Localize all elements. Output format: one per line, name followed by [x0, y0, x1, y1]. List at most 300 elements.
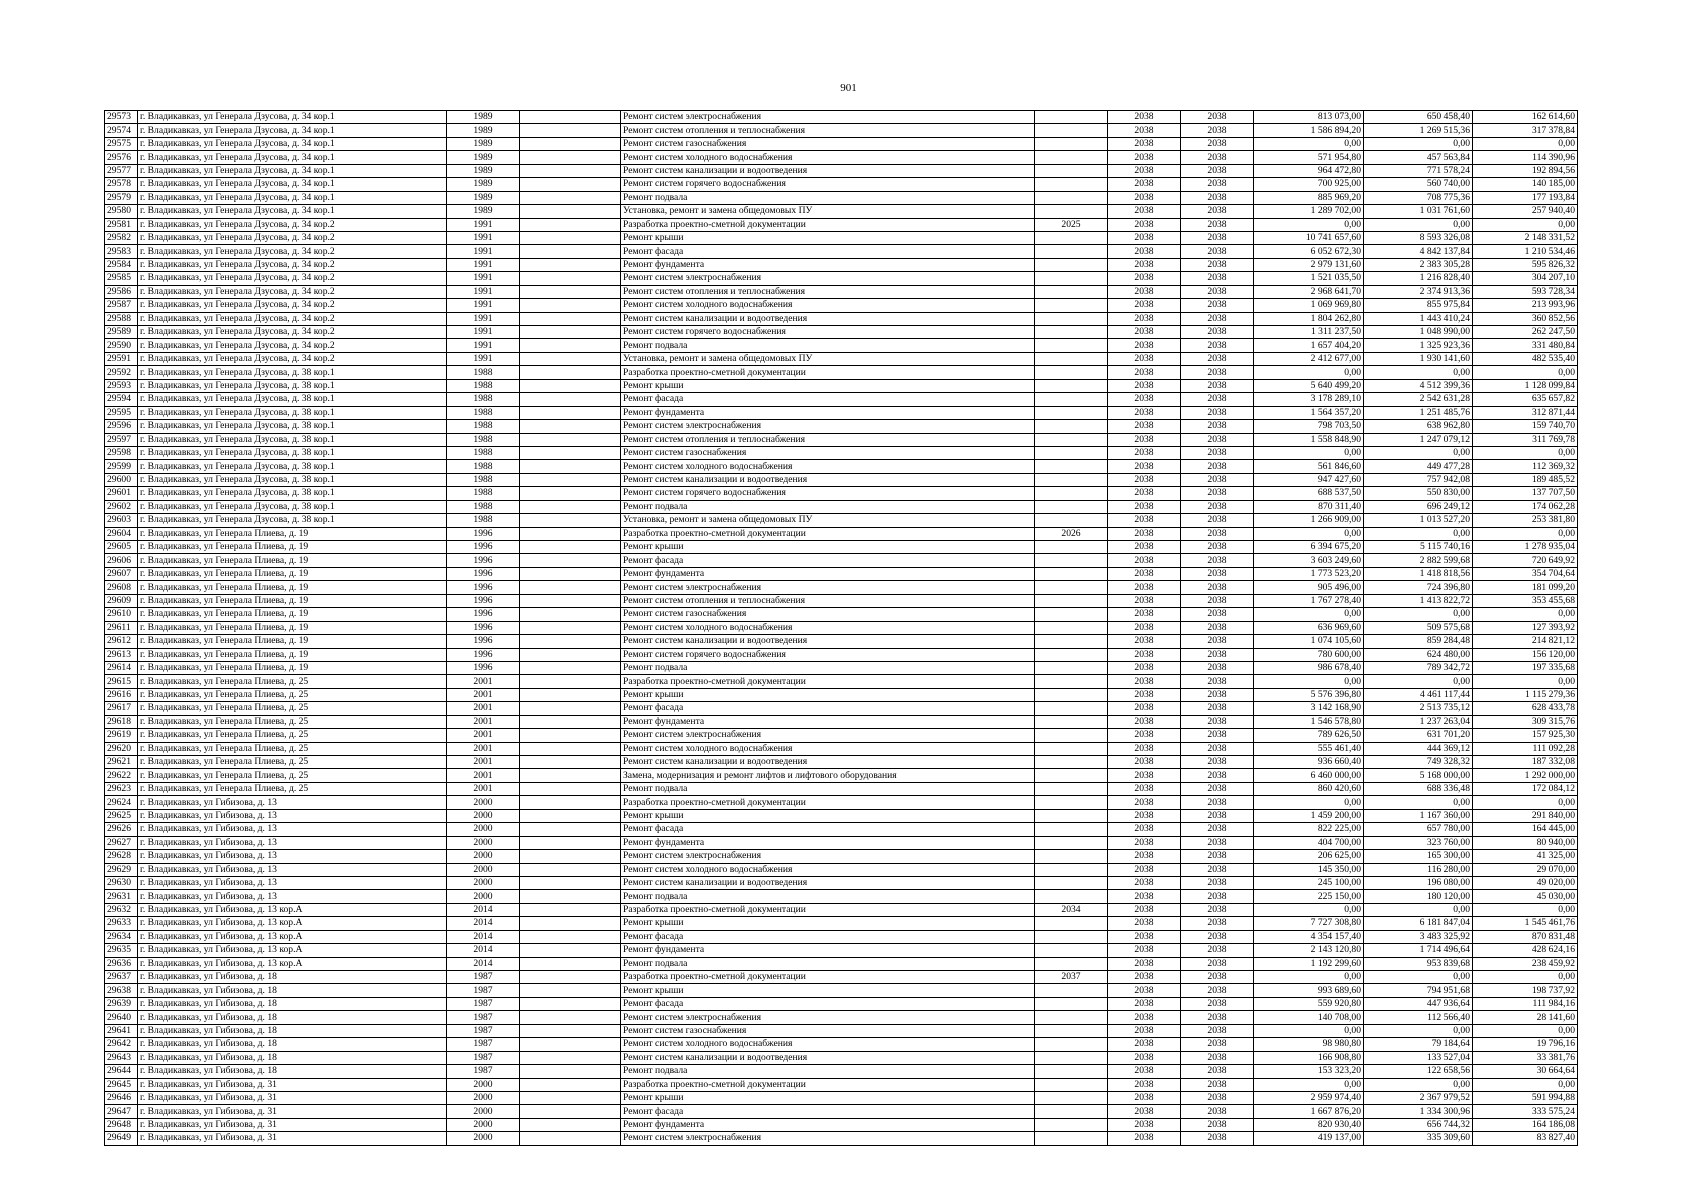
plan-year-cell — [1035, 594, 1108, 607]
row-number: 29640 — [105, 1011, 138, 1024]
table-row — [105, 326, 1578, 339]
fund-cost-cell: 165 300,00 — [1364, 850, 1473, 863]
total-cost-cell: 559 920,80 — [1254, 997, 1364, 1010]
plan-year-cell — [1035, 661, 1108, 674]
year-start-cell: 2038 — [1108, 446, 1181, 459]
build-year-cell: 1988 — [447, 433, 520, 446]
fund-cost-cell: 4 461 117,44 — [1364, 688, 1473, 701]
fund-cost-cell: 180 120,00 — [1364, 890, 1473, 903]
year-end-cell: 2038 — [1181, 1024, 1254, 1037]
plan-year-cell — [1035, 1065, 1108, 1078]
year-end-cell: 2038 — [1181, 1105, 1254, 1118]
year-start-cell: 2038 — [1108, 742, 1181, 755]
fund-cost-cell: 2 513 735,12 — [1364, 702, 1473, 715]
total-cost-cell: 1 459 200,00 — [1254, 809, 1364, 822]
address-cell: г. Владикавказ, ул Генерала Дзусова, д. 34 кор.2 — [138, 245, 447, 258]
build-year-cell: 1987 — [447, 1024, 520, 1037]
total-cost-cell: 2 143 120,80 — [1254, 944, 1364, 957]
registry-rows — [105, 111, 1578, 1146]
table-row — [105, 688, 1578, 701]
fund-cost-cell: 0,00 — [1364, 527, 1473, 540]
work-type-cell: Ремонт фасада — [621, 1105, 1035, 1118]
total-cost-cell: 905 496,00 — [1254, 581, 1364, 594]
year-end-cell: 2038 — [1181, 688, 1254, 701]
year-end-cell: 2038 — [1181, 1038, 1254, 1051]
year-start-cell: 2038 — [1108, 567, 1181, 580]
plan-year-cell: 2026 — [1035, 527, 1108, 540]
table-row — [105, 514, 1578, 527]
fund-cost-cell: 757 942,08 — [1364, 473, 1473, 486]
plan-year-cell — [1035, 312, 1108, 325]
row-number: 29600 — [105, 473, 138, 486]
work-type-cell: Ремонт систем электроснабжения — [621, 420, 1035, 433]
table-row — [105, 957, 1578, 970]
plan-year-cell — [1035, 272, 1108, 285]
work-type-cell: Установка, ремонт и замена общедомовых ПУ — [621, 352, 1035, 365]
build-year-cell: 1987 — [447, 1011, 520, 1024]
owner-cost-cell: 1 278 935,04 — [1473, 541, 1578, 554]
year-end-cell: 2038 — [1181, 406, 1254, 419]
owner-cost-cell: 45 030,00 — [1473, 890, 1578, 903]
owner-cost-cell: 214 821,12 — [1473, 635, 1578, 648]
work-type-cell: Разработка проектно-сметной документации — [621, 796, 1035, 809]
address-cell: г. Владикавказ, ул Генерала Дзусова, д. 38 кор.1 — [138, 406, 447, 419]
year-end-cell: 2038 — [1181, 487, 1254, 500]
table-row — [105, 836, 1578, 849]
owner-cost-cell: 33 381,76 — [1473, 1051, 1578, 1064]
work-type-cell: Ремонт систем холодного водоснабжения — [621, 299, 1035, 312]
blank-cell — [520, 836, 621, 849]
fund-cost-cell: 953 839,68 — [1364, 957, 1473, 970]
fund-cost-cell: 509 575,68 — [1364, 621, 1473, 634]
fund-cost-cell: 2 367 979,52 — [1364, 1091, 1473, 1104]
address-cell: г. Владикавказ, ул Генерала Плиева, д. 25 — [138, 742, 447, 755]
row-number: 29623 — [105, 782, 138, 795]
work-type-cell: Разработка проектно-сметной документации — [621, 675, 1035, 688]
row-number: 29620 — [105, 742, 138, 755]
blank-cell — [520, 567, 621, 580]
blank-cell — [520, 527, 621, 540]
row-number: 29592 — [105, 366, 138, 379]
owner-cost-cell: 2 148 331,52 — [1473, 231, 1578, 244]
total-cost-cell: 798 703,50 — [1254, 420, 1364, 433]
table-row — [105, 366, 1578, 379]
year-start-cell: 2038 — [1108, 312, 1181, 325]
address-cell: г. Владикавказ, ул Гибизова, д. 18 — [138, 984, 447, 997]
build-year-cell: 1996 — [447, 527, 520, 540]
year-start-cell: 2038 — [1108, 111, 1181, 124]
address-cell: г. Владикавказ, ул Генерала Дзусова, д. 34 кор.2 — [138, 258, 447, 271]
blank-cell — [520, 1011, 621, 1024]
build-year-cell: 1987 — [447, 1038, 520, 1051]
plan-year-cell — [1035, 339, 1108, 352]
plan-year-cell — [1035, 997, 1108, 1010]
build-year-cell: 2001 — [447, 688, 520, 701]
build-year-cell: 1989 — [447, 111, 520, 124]
row-number: 29589 — [105, 326, 138, 339]
plan-year-cell: 2037 — [1035, 971, 1108, 984]
owner-cost-cell: 1 292 000,00 — [1473, 769, 1578, 782]
year-start-cell: 2038 — [1108, 339, 1181, 352]
plan-year-cell — [1035, 756, 1108, 769]
year-start-cell: 2038 — [1108, 245, 1181, 258]
build-year-cell: 1988 — [447, 460, 520, 473]
build-year-cell: 1988 — [447, 406, 520, 419]
row-number: 29599 — [105, 460, 138, 473]
work-type-cell: Разработка проектно-сметной документации — [621, 971, 1035, 984]
owner-cost-cell: 720 649,92 — [1473, 554, 1578, 567]
address-cell: г. Владикавказ, ул Генерала Дзусова, д. 34 кор.2 — [138, 312, 447, 325]
fund-cost-cell: 4 842 137,84 — [1364, 245, 1473, 258]
total-cost-cell: 6 460 000,00 — [1254, 769, 1364, 782]
plan-year-cell — [1035, 782, 1108, 795]
plan-year-cell — [1035, 473, 1108, 486]
fund-cost-cell: 133 527,04 — [1364, 1051, 1473, 1064]
plan-year-cell — [1035, 500, 1108, 513]
fund-cost-cell: 1 325 923,36 — [1364, 339, 1473, 352]
plan-year-cell — [1035, 393, 1108, 406]
year-start-cell: 2038 — [1108, 272, 1181, 285]
blank-cell — [520, 903, 621, 916]
blank-cell — [520, 245, 621, 258]
fund-cost-cell: 1 247 079,12 — [1364, 433, 1473, 446]
row-number: 29610 — [105, 608, 138, 621]
blank-cell — [520, 608, 621, 621]
row-number: 29621 — [105, 756, 138, 769]
year-start-cell: 2038 — [1108, 1105, 1181, 1118]
build-year-cell: 1996 — [447, 541, 520, 554]
plan-year-cell — [1035, 957, 1108, 970]
fund-cost-cell: 2 374 913,36 — [1364, 285, 1473, 298]
fund-cost-cell: 4 512 399,36 — [1364, 379, 1473, 392]
table-row — [105, 164, 1578, 177]
work-type-cell: Ремонт систем канализации и водоотведения — [621, 312, 1035, 325]
total-cost-cell: 822 225,00 — [1254, 823, 1364, 836]
total-cost-cell: 1 804 262,80 — [1254, 312, 1364, 325]
plan-year-cell — [1035, 446, 1108, 459]
year-end-cell: 2038 — [1181, 796, 1254, 809]
year-end-cell: 2038 — [1181, 285, 1254, 298]
row-number: 29632 — [105, 903, 138, 916]
build-year-cell: 1989 — [447, 151, 520, 164]
row-number: 29624 — [105, 796, 138, 809]
plan-year-cell — [1035, 379, 1108, 392]
owner-cost-cell: 19 796,16 — [1473, 1038, 1578, 1051]
fund-cost-cell: 657 780,00 — [1364, 823, 1473, 836]
year-end-cell: 2038 — [1181, 876, 1254, 889]
work-type-cell: Ремонт систем газоснабжения — [621, 1024, 1035, 1037]
table-row — [105, 702, 1578, 715]
year-start-cell: 2038 — [1108, 903, 1181, 916]
total-cost-cell: 780 600,00 — [1254, 648, 1364, 661]
build-year-cell: 2014 — [447, 957, 520, 970]
year-end-cell: 2038 — [1181, 352, 1254, 365]
table-row — [105, 648, 1578, 661]
table-row — [105, 850, 1578, 863]
total-cost-cell: 1 074 105,60 — [1254, 635, 1364, 648]
table-row — [105, 1011, 1578, 1024]
build-year-cell: 1996 — [447, 594, 520, 607]
fund-cost-cell: 1 237 263,04 — [1364, 715, 1473, 728]
address-cell: г. Владикавказ, ул Генерала Дзусова, д. 34 кор.2 — [138, 352, 447, 365]
table-row — [105, 205, 1578, 218]
year-start-cell: 2038 — [1108, 164, 1181, 177]
table-row — [105, 500, 1578, 513]
total-cost-cell: 0,00 — [1254, 796, 1364, 809]
total-cost-cell: 700 925,00 — [1254, 178, 1364, 191]
year-end-cell: 2038 — [1181, 231, 1254, 244]
year-end-cell: 2038 — [1181, 312, 1254, 325]
address-cell: г. Владикавказ, ул Гибизова, д. 31 — [138, 1105, 447, 1118]
work-type-cell: Ремонт фасада — [621, 393, 1035, 406]
work-type-cell: Ремонт крыши — [621, 809, 1035, 822]
table-row — [105, 191, 1578, 204]
total-cost-cell: 688 537,50 — [1254, 487, 1364, 500]
row-number: 29638 — [105, 984, 138, 997]
build-year-cell: 2000 — [447, 863, 520, 876]
owner-cost-cell: 0,00 — [1473, 608, 1578, 621]
work-type-cell: Ремонт подвала — [621, 782, 1035, 795]
total-cost-cell: 571 954,80 — [1254, 151, 1364, 164]
fund-cost-cell: 0,00 — [1364, 137, 1473, 150]
year-end-cell: 2038 — [1181, 769, 1254, 782]
build-year-cell: 2000 — [447, 1091, 520, 1104]
work-type-cell: Ремонт подвала — [621, 191, 1035, 204]
build-year-cell: 1988 — [447, 514, 520, 527]
table-row — [105, 1051, 1578, 1064]
year-end-cell: 2038 — [1181, 594, 1254, 607]
work-type-cell: Ремонт систем газоснабжения — [621, 446, 1035, 459]
table-row — [105, 1105, 1578, 1118]
year-end-cell: 2038 — [1181, 930, 1254, 943]
table-row — [105, 890, 1578, 903]
total-cost-cell: 1 546 578,80 — [1254, 715, 1364, 728]
total-cost-cell: 1 767 278,40 — [1254, 594, 1364, 607]
plan-year-cell — [1035, 554, 1108, 567]
address-cell: г. Владикавказ, ул Генерала Дзусова, д. 34 кор.2 — [138, 299, 447, 312]
work-type-cell: Ремонт систем электроснабжения — [621, 272, 1035, 285]
plan-year-cell — [1035, 930, 1108, 943]
total-cost-cell: 813 073,00 — [1254, 111, 1364, 124]
build-year-cell: 1996 — [447, 608, 520, 621]
year-start-cell: 2038 — [1108, 1011, 1181, 1024]
table-row — [105, 917, 1578, 930]
work-type-cell: Ремонт систем канализации и водоотведения — [621, 473, 1035, 486]
fund-cost-cell: 1 413 822,72 — [1364, 594, 1473, 607]
address-cell: г. Владикавказ, ул Генерала Дзусова, д. 38 кор.1 — [138, 379, 447, 392]
table-row — [105, 231, 1578, 244]
owner-cost-cell: 0,00 — [1473, 903, 1578, 916]
year-start-cell: 2038 — [1108, 984, 1181, 997]
work-type-cell: Ремонт систем горячего водоснабжения — [621, 648, 1035, 661]
work-type-cell: Разработка проектно-сметной документации — [621, 366, 1035, 379]
blank-cell — [520, 930, 621, 943]
blank-cell — [520, 137, 621, 150]
total-cost-cell: 10 741 657,60 — [1254, 231, 1364, 244]
row-number: 29608 — [105, 581, 138, 594]
work-type-cell: Ремонт систем канализации и водоотведения — [621, 164, 1035, 177]
year-end-cell: 2038 — [1181, 850, 1254, 863]
work-type-cell: Ремонт фасада — [621, 245, 1035, 258]
work-type-cell: Ремонт систем электроснабжения — [621, 850, 1035, 863]
address-cell: г. Владикавказ, ул Генерала Плиева, д. 19 — [138, 567, 447, 580]
work-type-cell: Ремонт систем отопления и теплоснабжения — [621, 124, 1035, 137]
table-row — [105, 379, 1578, 392]
year-start-cell: 2038 — [1108, 782, 1181, 795]
plan-year-cell — [1035, 944, 1108, 957]
blank-cell — [520, 541, 621, 554]
work-type-cell: Разработка проектно-сметной документации — [621, 218, 1035, 231]
fund-cost-cell: 749 328,32 — [1364, 756, 1473, 769]
blank-cell — [520, 164, 621, 177]
fund-cost-cell: 688 336,48 — [1364, 782, 1473, 795]
row-number: 29609 — [105, 594, 138, 607]
year-start-cell: 2038 — [1108, 648, 1181, 661]
year-end-cell: 2038 — [1181, 527, 1254, 540]
address-cell: г. Владикавказ, ул Генерала Плиева, д. 25 — [138, 688, 447, 701]
fund-cost-cell: 0,00 — [1364, 608, 1473, 621]
owner-cost-cell: 159 740,70 — [1473, 420, 1578, 433]
address-cell: г. Владикавказ, ул Генерала Дзусова, д. 38 кор.1 — [138, 487, 447, 500]
fund-cost-cell: 1 048 990,00 — [1364, 326, 1473, 339]
plan-year-cell — [1035, 124, 1108, 137]
fund-cost-cell: 794 951,68 — [1364, 984, 1473, 997]
year-end-cell: 2038 — [1181, 836, 1254, 849]
plan-year-cell — [1035, 796, 1108, 809]
build-year-cell: 1991 — [447, 272, 520, 285]
row-number: 29586 — [105, 285, 138, 298]
build-year-cell: 1987 — [447, 984, 520, 997]
fund-cost-cell: 447 936,64 — [1364, 997, 1473, 1010]
row-number: 29587 — [105, 299, 138, 312]
plan-year-cell — [1035, 285, 1108, 298]
work-type-cell: Разработка проектно-сметной документации — [621, 527, 1035, 540]
year-start-cell: 2038 — [1108, 393, 1181, 406]
fund-cost-cell: 1 443 410,24 — [1364, 312, 1473, 325]
year-start-cell: 2038 — [1108, 191, 1181, 204]
year-end-cell: 2038 — [1181, 554, 1254, 567]
address-cell: г. Владикавказ, ул Генерала Плиева, д. 19 — [138, 554, 447, 567]
year-start-cell: 2038 — [1108, 554, 1181, 567]
row-number: 29634 — [105, 930, 138, 943]
fund-cost-cell: 116 280,00 — [1364, 863, 1473, 876]
table-row — [105, 299, 1578, 312]
work-type-cell: Ремонт фасада — [621, 702, 1035, 715]
blank-cell — [520, 796, 621, 809]
blank-cell — [520, 1065, 621, 1078]
build-year-cell: 2000 — [447, 1118, 520, 1131]
year-end-cell: 2038 — [1181, 433, 1254, 446]
build-year-cell: 2000 — [447, 1132, 520, 1145]
table-row — [105, 151, 1578, 164]
address-cell: г. Владикавказ, ул Генерала Дзусова, д. 34 кор.2 — [138, 272, 447, 285]
table-row — [105, 245, 1578, 258]
row-number: 29595 — [105, 406, 138, 419]
total-cost-cell: 964 472,80 — [1254, 164, 1364, 177]
year-end-cell: 2038 — [1181, 917, 1254, 930]
table-row — [105, 1024, 1578, 1037]
build-year-cell: 2001 — [447, 756, 520, 769]
table-row — [105, 823, 1578, 836]
owner-cost-cell: 177 193,84 — [1473, 191, 1578, 204]
address-cell: г. Владикавказ, ул Генерала Дзусова, д. 34 кор.1 — [138, 205, 447, 218]
fund-cost-cell: 112 566,40 — [1364, 1011, 1473, 1024]
year-start-cell: 2038 — [1108, 621, 1181, 634]
work-type-cell: Ремонт крыши — [621, 917, 1035, 930]
blank-cell — [520, 487, 621, 500]
year-end-cell: 2038 — [1181, 984, 1254, 997]
address-cell: г. Владикавказ, ул Гибизова, д. 13 — [138, 809, 447, 822]
total-cost-cell: 636 969,60 — [1254, 621, 1364, 634]
fund-cost-cell: 708 775,36 — [1364, 191, 1473, 204]
build-year-cell: 1988 — [447, 420, 520, 433]
build-year-cell: 2000 — [447, 890, 520, 903]
work-type-cell: Ремонт крыши — [621, 984, 1035, 997]
table-row — [105, 782, 1578, 795]
work-type-cell: Ремонт подвала — [621, 957, 1035, 970]
blank-cell — [520, 352, 621, 365]
work-type-cell: Ремонт фундамента — [621, 567, 1035, 580]
plan-year-cell — [1035, 1011, 1108, 1024]
work-type-cell: Ремонт фасада — [621, 930, 1035, 943]
owner-cost-cell: 198 737,92 — [1473, 984, 1578, 997]
build-year-cell: 2000 — [447, 1078, 520, 1091]
year-start-cell: 2038 — [1108, 890, 1181, 903]
row-number: 29582 — [105, 231, 138, 244]
plan-year-cell — [1035, 876, 1108, 889]
table-row — [105, 272, 1578, 285]
total-cost-cell: 1 311 237,50 — [1254, 326, 1364, 339]
build-year-cell: 1991 — [447, 245, 520, 258]
blank-cell — [520, 312, 621, 325]
year-end-cell: 2038 — [1181, 541, 1254, 554]
total-cost-cell: 153 323,20 — [1254, 1065, 1364, 1078]
owner-cost-cell: 360 852,56 — [1473, 312, 1578, 325]
year-start-cell: 2038 — [1108, 487, 1181, 500]
table-row — [105, 944, 1578, 957]
total-cost-cell: 5 640 499,20 — [1254, 379, 1364, 392]
build-year-cell: 1996 — [447, 554, 520, 567]
fund-cost-cell: 1 031 761,60 — [1364, 205, 1473, 218]
row-number: 29635 — [105, 944, 138, 957]
address-cell: г. Владикавказ, ул Генерала Дзусова, д. 38 кор.1 — [138, 420, 447, 433]
work-type-cell: Ремонт фундамента — [621, 715, 1035, 728]
year-start-cell: 2038 — [1108, 1024, 1181, 1037]
year-start-cell: 2038 — [1108, 957, 1181, 970]
address-cell: г. Владикавказ, ул Гибизова, д. 13 — [138, 890, 447, 903]
plan-year-cell — [1035, 433, 1108, 446]
row-number: 29628 — [105, 850, 138, 863]
build-year-cell: 2001 — [447, 782, 520, 795]
address-cell: г. Владикавказ, ул Гибизова, д. 18 — [138, 1024, 447, 1037]
work-type-cell: Ремонт подвала — [621, 339, 1035, 352]
plan-year-cell — [1035, 729, 1108, 742]
row-number: 29577 — [105, 164, 138, 177]
table-row — [105, 661, 1578, 674]
blank-cell — [520, 971, 621, 984]
year-end-cell: 2038 — [1181, 1051, 1254, 1064]
blank-cell — [520, 1038, 621, 1051]
plan-year-cell — [1035, 487, 1108, 500]
year-start-cell: 2038 — [1108, 514, 1181, 527]
plan-year-cell — [1035, 1132, 1108, 1145]
total-cost-cell: 993 689,60 — [1254, 984, 1364, 997]
total-cost-cell: 947 427,60 — [1254, 473, 1364, 486]
row-number: 29644 — [105, 1065, 138, 1078]
year-start-cell: 2038 — [1108, 231, 1181, 244]
total-cost-cell: 870 311,40 — [1254, 500, 1364, 513]
work-type-cell: Ремонт фундамента — [621, 1118, 1035, 1131]
